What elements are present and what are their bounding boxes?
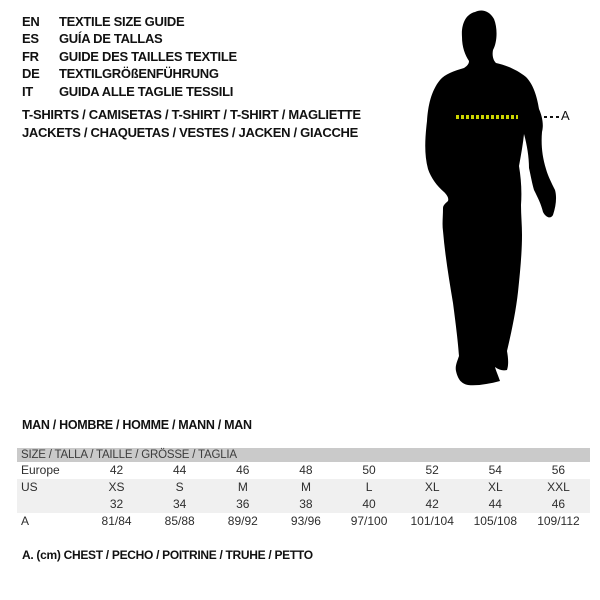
language-label: GUIDA ALLE TAGLIE TESSILI — [59, 83, 234, 99]
size-table — [17, 448, 590, 530]
table-row-europe — [17, 462, 590, 479]
language-code: FR — [22, 48, 39, 64]
table-cell: 85/88 — [164, 514, 195, 528]
table-cell: 44 — [488, 497, 502, 511]
row-label — [17, 496, 85, 513]
language-label: GUIDE DES TAILLES TEXTILE — [59, 48, 237, 64]
table-cell: XS — [108, 480, 125, 494]
table-cell: XL — [487, 480, 503, 494]
table-cell: 81/84 — [101, 514, 132, 528]
section-title-man: MAN / HOMBRE / HOMME / MANN / MAN — [22, 418, 252, 432]
language-row — [22, 65, 237, 82]
table-cell: 42 — [425, 497, 439, 511]
category-tshirts: T-SHIRTS / CAMISETAS / T-SHIRT / T-SHIRT / MAGLIETTE — [22, 107, 361, 122]
chest-measure-line-extension — [544, 116, 561, 118]
measure-label-a: A — [561, 108, 570, 123]
language-row — [22, 48, 237, 65]
chest-measure-line — [456, 115, 518, 119]
language-row — [22, 83, 237, 100]
table-cell: 38 — [299, 497, 313, 511]
table-cell: 101/104 — [410, 514, 454, 528]
language-label: GUÍA DE TALLAS — [59, 31, 163, 47]
table-cell: 34 — [173, 497, 187, 511]
table-cell: 48 — [299, 463, 313, 477]
table-cell: 109/112 — [537, 514, 580, 528]
row-label: US — [21, 480, 38, 494]
table-cell: 93/96 — [290, 514, 321, 528]
table-cell: 32 — [109, 497, 124, 511]
table-cell: 56 — [551, 463, 566, 477]
table-cell: 105/108 — [473, 514, 517, 528]
table-cell: 54 — [488, 463, 502, 477]
table-cell: XXL — [547, 480, 570, 494]
table-cell: 46 — [236, 463, 250, 477]
table-cell: 36 — [236, 497, 250, 511]
table-row-chest — [17, 513, 590, 530]
table-header: SIZE / TALLA / TAILLE / GRÖSSE / TAGLIA — [17, 448, 590, 462]
table-cell: 89/92 — [227, 514, 258, 528]
language-code: ES — [22, 31, 39, 47]
row-label: Europe — [21, 463, 60, 477]
language-list — [22, 13, 237, 100]
table-row-us — [17, 479, 590, 496]
category-list — [22, 106, 361, 141]
language-code: EN — [22, 14, 40, 29]
language-label: TEXTILGRÖßENFÜHRUNG — [59, 66, 219, 82]
table-cell: XL — [424, 480, 440, 494]
man-silhouette — [415, 5, 570, 390]
table-cell: 97/100 — [350, 514, 388, 528]
table-cell: 52 — [425, 463, 439, 477]
language-code: DE — [22, 66, 40, 82]
table-cell: M — [300, 480, 311, 494]
table-cell: S — [175, 480, 184, 494]
table-cell: 44 — [173, 463, 187, 477]
measurement-figure — [415, 5, 600, 395]
language-code: IT — [22, 83, 33, 99]
table-cell: L — [365, 480, 373, 494]
table-cell: M — [237, 480, 248, 494]
category-jackets: JACKETS / CHAQUETAS / VESTES / JACKEN / GIACCHE — [22, 124, 358, 140]
table-cell: 42 — [109, 463, 124, 477]
table-row-uk — [17, 496, 590, 513]
language-row — [22, 13, 237, 30]
language-row — [22, 30, 237, 47]
language-label: TEXTILE SIZE GUIDE — [59, 14, 185, 29]
table-cell: 50 — [362, 463, 376, 477]
row-label: A — [21, 514, 30, 528]
table-cell: 40 — [362, 497, 376, 511]
table-cell: 46 — [551, 497, 566, 511]
footnote-chest: A. (cm) CHEST / PECHO / POITRINE / TRUHE / PETTO — [22, 548, 313, 562]
